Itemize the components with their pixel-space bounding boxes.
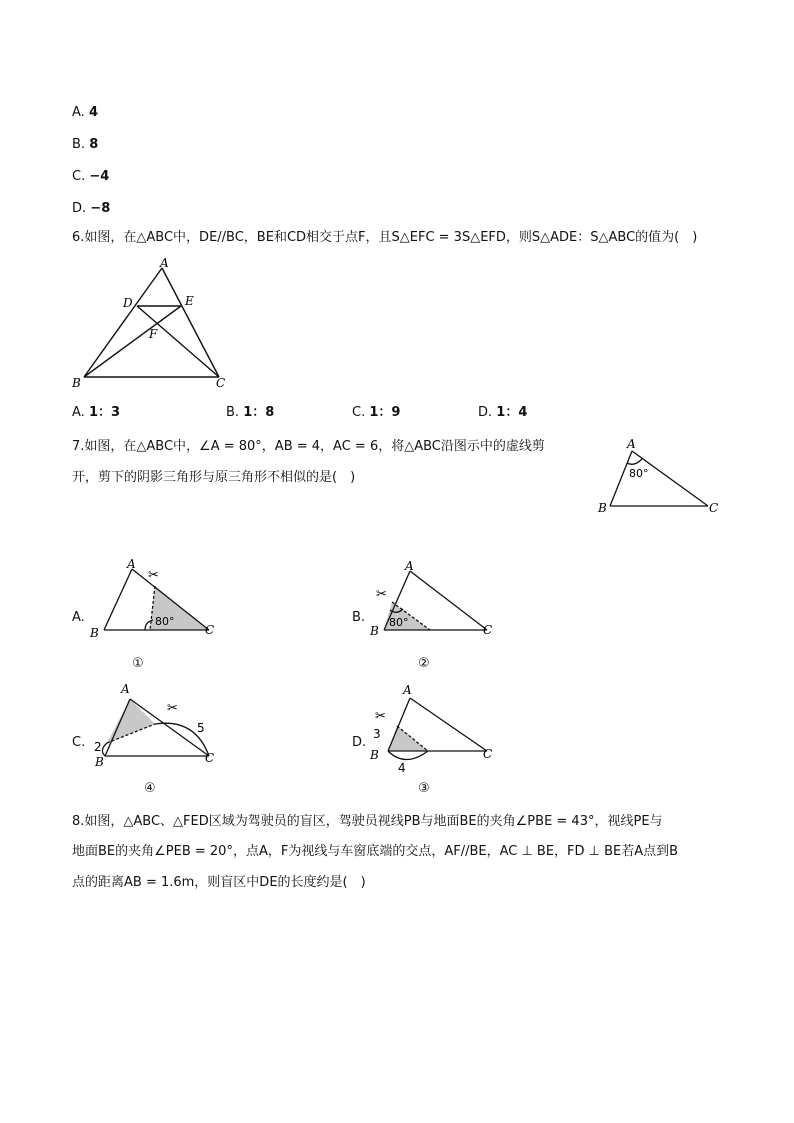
q6-option-a: A. 1：3 [72, 405, 121, 420]
q6-stem: 6.如图，在△ABC中，DE//BC，BE和CD相交于点F，且S△EFC = 3S△EFD，则S△ADE：S△ABC的值为( ) [72, 230, 698, 245]
q7-choice-b-label-c: C [483, 623, 493, 637]
q7-choice-c-scissors-icon: ✂ [167, 701, 178, 716]
q8-line1: 8.如图，△ABC、△FED区域为驾驶员的盲区，驾驶员视线PB与地面BE的夹角∠PBE = 43°，视线PE与 [72, 814, 663, 829]
q7-choice-d-letter: D. [352, 735, 367, 750]
q6-option-d: D. 1：4 [478, 405, 528, 420]
q7-choice-c-label-b: B [95, 755, 104, 769]
q7-stem-line2: 开，剪下的阴影三角形与原三角形不相似的是( ) [72, 470, 356, 485]
q7-stem-line1: 7.如图，在△ABC中，∠A = 80°，AB = 4，AC = 6，将△ABC沿图示中的虚线剪 [72, 439, 545, 454]
q7-choice-c-letter: C. [72, 735, 86, 750]
q6-label-e: E [185, 294, 194, 308]
q7-choice-d-label-b: B [370, 748, 379, 762]
q5-option-d: D. −8 [72, 201, 111, 216]
q7-ref-label-a: A [627, 437, 636, 451]
q7-ref-label-c: C [709, 501, 719, 515]
q7-choice-b-letter: B. [352, 610, 366, 625]
q7-choice-a-label-a: A [127, 558, 136, 571]
q7-ref-figure [592, 433, 732, 523]
q6-label-d: D [123, 296, 133, 310]
q7-choice-b-label-a: A [405, 559, 414, 573]
q7-choice-c-caption: ④ [144, 781, 156, 796]
q5-option-c: C. −4 [72, 169, 110, 184]
q7-choice-b-figure [365, 558, 505, 643]
q7-choice-a-figure [85, 558, 225, 643]
q6-label-a: A [160, 256, 169, 270]
q7-choice-d-len2: 4 [398, 761, 406, 775]
q7-choice-b-label-b: B [370, 624, 379, 638]
q7-choice-a-label-b: B [90, 626, 99, 640]
q6-label-f: F [149, 327, 158, 341]
q5-option-a: A. 4 [72, 105, 98, 120]
q8-line2: 地面BE的夹角∠PEB = 20°，点A，F为视线与车窗底端的交点，AF//BE，AC ⊥ BE，FD ⊥ BE若A点到B [72, 844, 679, 859]
q7-choice-d-caption: ③ [418, 781, 430, 796]
q7-choice-b-angle: 80° [389, 616, 409, 629]
q7-choice-d-figure [365, 680, 505, 775]
q7-choice-b-scissors-icon: ✂ [376, 587, 387, 602]
q7-choice-d-scissors-icon: ✂ [375, 709, 386, 724]
q7-choice-a-caption: ① [132, 656, 144, 671]
q7-choice-c-len1: 2 [94, 740, 102, 754]
q7-choice-b-caption: ② [418, 656, 430, 671]
q6-label-c: C [216, 376, 226, 390]
q6-figure [65, 255, 240, 395]
q7-choice-c-len2: 5 [197, 721, 205, 735]
q7-choice-c-label-c: C [205, 751, 215, 765]
q6-option-c: C. 1：9 [352, 405, 401, 420]
q6-option-b: B. 1：8 [226, 405, 275, 420]
q7-choice-c-label-a: A [121, 682, 130, 696]
q7-choice-a-angle: 80° [155, 615, 175, 628]
q7-choice-d-label-c: C [483, 747, 493, 761]
q7-choice-c-figure [85, 680, 225, 770]
q8-line3: 点的距离AB = 1.6m，则盲区中DE的长度约是( ) [72, 875, 366, 890]
q7-choice-a-letter: A. [72, 610, 85, 625]
q7-choice-d-label-a: A [403, 683, 412, 697]
q7-choice-a-label-c: C [205, 623, 215, 637]
q6-label-b: B [72, 376, 81, 390]
q7-choice-a-scissors-icon: ✂ [148, 568, 159, 583]
q7-ref-label-b: B [598, 501, 607, 515]
q5-option-b: B. 8 [72, 137, 99, 152]
q7-ref-angle: 80° [629, 467, 649, 480]
q7-choice-d-len1: 3 [373, 727, 381, 741]
